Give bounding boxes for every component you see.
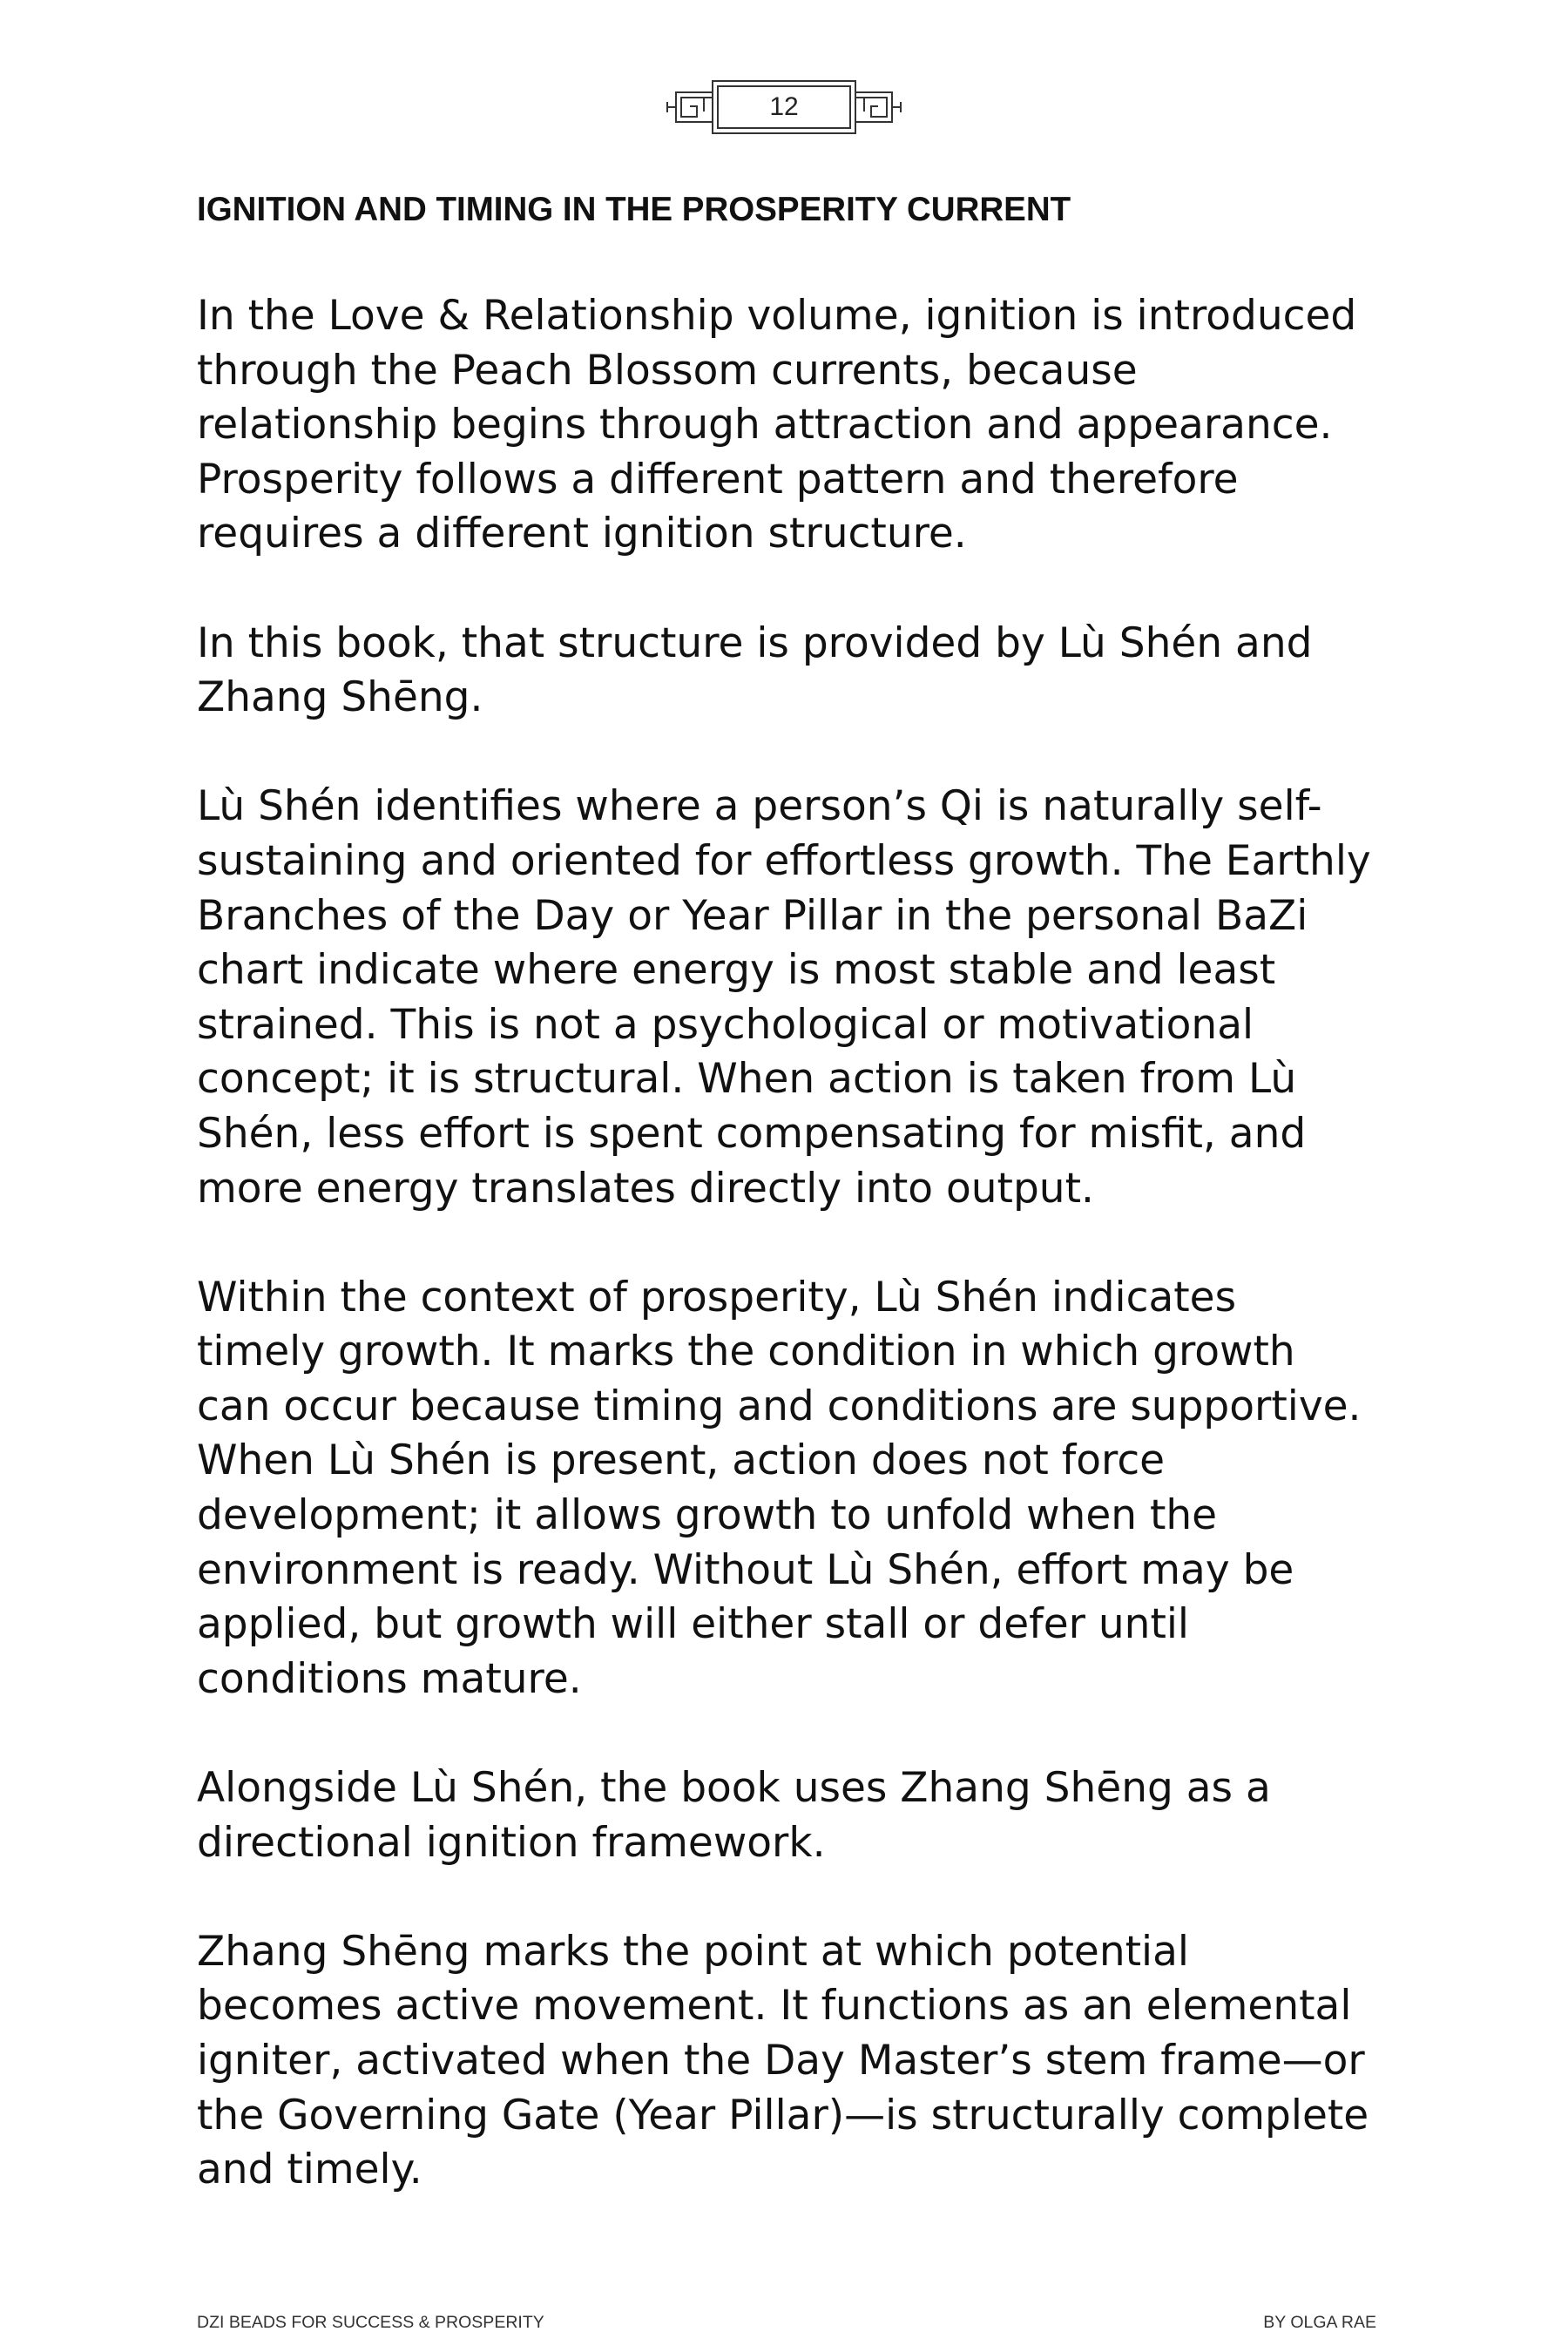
paragraph-1: In the Love & Relationship volume, ignition is introduced through the Peach Blossom currents, because relationship begins through attraction and appearance. Prosperity follows a different pattern and therefore requires a different ignition structure. — [197, 292, 1357, 558]
paragraph-6: Zhang Shēng marks the point at which potential becomes active movement. It functions as an elemental igniter, activated when the Day Master’s stem frame—or the Governing Gate (Year Pillar)—is structurally complete and timely. — [197, 1927, 1369, 2194]
paragraph-3: Lù Shén identifies where a person’s Qi is naturally self-sustaining and oriented for effortless growth. The Earthly Branches of the Day or Year Pillar in the personal BaZi chart indicate where energy is most stable and least strained. This is not a psychological or motivational concept; it is structural. When action is taken from Lù Shén, less effort is spent compensating for misfit, and more energy translates directly into output. — [197, 782, 1371, 1213]
section-heading: IGNITION AND TIMING IN THE PROSPERITY CURRENT — [197, 191, 1071, 228]
footer-author: BY OLGA RAE — [1263, 2313, 1376, 2332]
paragraph-5: Alongside Lù Shén, the book uses Zhang Shēng as a directional ignition framework. — [197, 1764, 1271, 1867]
body-text — [197, 289, 1377, 2252]
paragraph-4: Within the context of prosperity, Lù Shén indicates timely growth. It marks the condition in which growth can occur because timing and conditions are supportive. When Lù Shén is present, action does not force development; it allows growth to unfold when the environment is ready. Without Lù Shén, effort may be applied, but growth will either stall or defer until conditions mature. — [197, 1273, 1362, 1703]
paragraph-2: In this book, that structure is provided by Lù Shén and Zhang Shēng. — [197, 618, 1313, 722]
footer-book-title: DZI BEADS FOR SUCCESS & PROSPERITY — [197, 2313, 544, 2332]
page-number: 12 — [769, 92, 799, 121]
page-number-ornament — [664, 77, 904, 138]
